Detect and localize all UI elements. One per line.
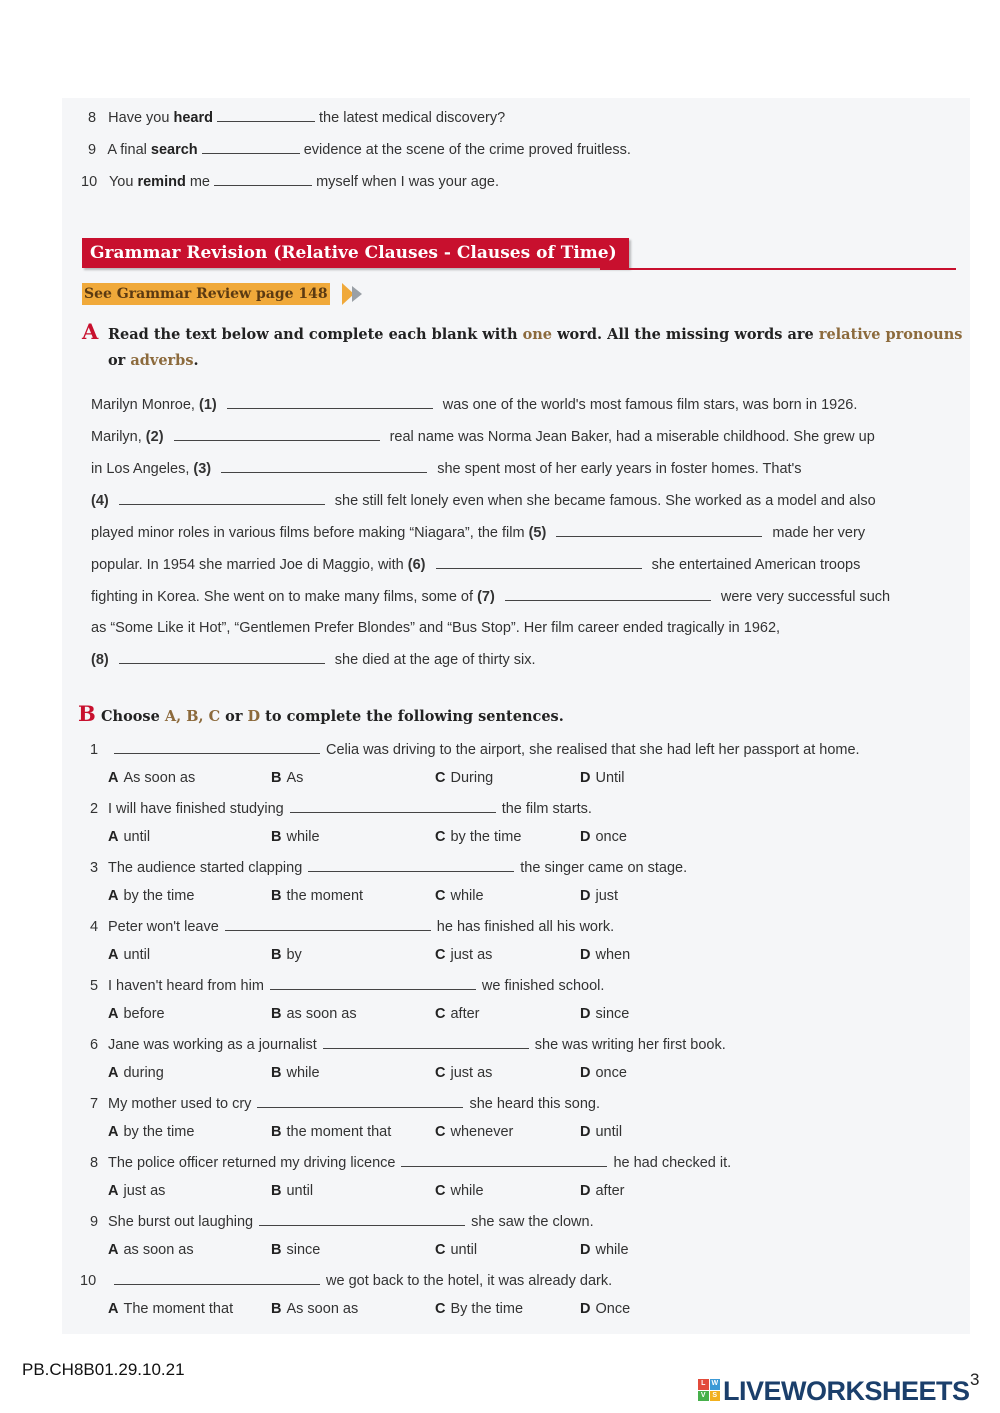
- banner-rule: [600, 268, 956, 270]
- option-text: Until: [595, 770, 625, 786]
- passage-line-3: [91, 460, 802, 477]
- answer-blank[interactable]: [114, 741, 320, 754]
- option-b[interactable]: [271, 888, 363, 904]
- question-number: 3: [90, 860, 99, 876]
- question-text: we finished school.: [481, 978, 605, 994]
- answer-blank[interactable]: [202, 141, 300, 154]
- logo-box-letter: V: [698, 1391, 709, 1402]
- line-text: Marilyn,: [91, 429, 142, 445]
- section-a-instruction-line1: [108, 326, 962, 343]
- option-text: by: [286, 947, 302, 963]
- option-text: until: [123, 829, 151, 845]
- instr-highlight: adverbs: [130, 352, 194, 369]
- top-item-9: [88, 141, 631, 158]
- option-text: until: [450, 1242, 478, 1258]
- option-text: as soon as: [123, 1242, 194, 1258]
- instr-text: .: [193, 352, 199, 369]
- option-text: just: [595, 888, 619, 904]
- option-a[interactable]: [108, 1065, 164, 1081]
- option-b[interactable]: [271, 1065, 320, 1081]
- passage-line-1: [91, 396, 857, 413]
- option-c[interactable]: [435, 1065, 492, 1081]
- option-c[interactable]: [435, 829, 521, 845]
- option-letter: D: [580, 1006, 591, 1022]
- answer-blank[interactable]: [257, 1095, 463, 1108]
- question-text: she saw the clown.: [471, 1214, 594, 1230]
- line-text: in Los Angeles,: [91, 461, 190, 477]
- option-text: until: [286, 1183, 314, 1199]
- instr-text: or: [108, 352, 131, 369]
- option-c[interactable]: [435, 1124, 513, 1140]
- line-text: Marilyn Monroe,: [91, 397, 195, 413]
- option-c[interactable]: [435, 1242, 477, 1258]
- option-text: since: [286, 1242, 321, 1258]
- option-d[interactable]: [580, 1124, 622, 1140]
- passage-line-9: [91, 651, 536, 668]
- option-text: just as: [123, 1183, 166, 1199]
- question-9: [90, 1213, 594, 1230]
- question-text: I haven't heard from him: [108, 978, 264, 994]
- blank-number: (2): [145, 429, 164, 445]
- option-letter: D: [580, 829, 591, 845]
- question-2: [90, 800, 592, 817]
- option-text: by the time: [450, 829, 522, 845]
- logo-box-letter: S: [710, 1391, 721, 1402]
- option-d[interactable]: [580, 888, 618, 904]
- answer-blank[interactable]: [436, 556, 642, 569]
- option-text: while: [286, 1065, 320, 1081]
- option-letter: D: [580, 1124, 591, 1140]
- option-letter: B: [271, 829, 282, 845]
- answer-blank[interactable]: [290, 800, 496, 813]
- option-letter: A: [108, 1124, 119, 1140]
- answer-blank[interactable]: [308, 859, 514, 872]
- section-b-letter: B: [78, 701, 96, 726]
- question-text: he had checked it.: [613, 1155, 732, 1171]
- option-d[interactable]: [580, 770, 625, 786]
- option-c[interactable]: [435, 770, 493, 786]
- blank-number: (4): [91, 493, 109, 509]
- option-text: During: [450, 770, 494, 786]
- option-letter: D: [580, 1242, 591, 1258]
- logo-icon: [698, 1379, 720, 1401]
- option-a[interactable]: [108, 829, 150, 845]
- instr-text: or: [220, 708, 248, 725]
- answer-blank[interactable]: [505, 588, 711, 601]
- option-text: after: [595, 1183, 625, 1199]
- instr-text: to complete the following sentences.: [260, 708, 564, 725]
- option-a[interactable]: [108, 1183, 165, 1199]
- option-letter: A: [108, 1183, 119, 1199]
- option-text: whenever: [450, 1124, 514, 1140]
- option-c[interactable]: [435, 1006, 480, 1022]
- option-letter: A: [108, 829, 119, 845]
- question-number: 1: [90, 742, 99, 758]
- blank-number: (6): [407, 557, 426, 573]
- option-text: once: [595, 1065, 627, 1081]
- option-a[interactable]: [108, 1124, 194, 1140]
- option-letter: D: [580, 1301, 591, 1317]
- logo-text: LIVEWORKSHEETS: [723, 1376, 970, 1406]
- key-word: search: [150, 142, 198, 158]
- option-text: by the time: [123, 1124, 195, 1140]
- option-letter: B: [271, 770, 282, 786]
- question-number: 2: [90, 801, 99, 817]
- option-text: As soon as: [286, 1301, 359, 1317]
- passage-line-7: [91, 588, 890, 605]
- key-word: remind: [137, 174, 186, 190]
- line-text: fighting in Korea. She went on to make many films, some of: [91, 589, 474, 605]
- option-text: while: [450, 888, 484, 904]
- item-text: me: [189, 174, 210, 190]
- option-d[interactable]: [580, 1065, 627, 1081]
- question-10: [80, 1272, 612, 1289]
- option-letter: A: [108, 1242, 119, 1258]
- option-letter: C: [435, 829, 446, 845]
- option-text: until: [595, 1124, 623, 1140]
- option-letter: A: [108, 1006, 119, 1022]
- option-letter: B: [271, 1065, 282, 1081]
- answer-blank[interactable]: [114, 1272, 320, 1285]
- option-letter: C: [435, 1183, 446, 1199]
- blank-number: (8): [91, 652, 109, 668]
- option-letter: C: [435, 947, 446, 963]
- question-text: she was writing her first book.: [534, 1037, 726, 1053]
- key-word: heard: [173, 110, 213, 126]
- option-text: while: [595, 1242, 629, 1258]
- option-a[interactable]: [108, 888, 194, 904]
- option-letter: D: [580, 888, 591, 904]
- option-letter: B: [271, 947, 282, 963]
- answer-blank[interactable]: [214, 173, 312, 186]
- option-text: the moment: [286, 888, 364, 904]
- instr-highlight: one: [522, 326, 553, 343]
- question-text: Jane was working as a journalist: [108, 1037, 317, 1053]
- option-letter: A: [108, 1065, 119, 1081]
- option-letter: C: [435, 1124, 446, 1140]
- option-b[interactable]: [271, 1183, 313, 1199]
- passage-line-5: [91, 524, 865, 541]
- line-text: as “Some Like it Hot”, “Gentlemen Prefer Blondes” and “Bus Stop”. Her film career ended tragically in 1962,: [91, 620, 781, 636]
- line-text: played minor roles in various films before making “Niagara”, the film: [91, 525, 525, 541]
- option-letter: B: [271, 888, 282, 904]
- passage-line-4: [91, 492, 876, 509]
- line-text: real name was Norma Jean Baker, had a miserable childhood. She grew up: [389, 429, 875, 445]
- item-text: A final: [107, 142, 147, 158]
- item-text: myself when I was your age.: [316, 174, 500, 190]
- question-number: 10: [80, 1273, 97, 1289]
- line-text: were very successful such: [720, 589, 891, 605]
- line-text: she still felt lonely even when she became famous. She worked as a model and also: [334, 493, 876, 509]
- option-text: As soon as: [123, 770, 196, 786]
- option-letter: C: [435, 770, 446, 786]
- passage-line-6: [91, 556, 860, 573]
- option-d[interactable]: [580, 1006, 629, 1022]
- answer-blank[interactable]: [259, 1213, 465, 1226]
- item-number: 8: [88, 110, 97, 126]
- option-letter: A: [108, 770, 119, 786]
- top-item-8: [88, 109, 505, 126]
- option-text: once: [595, 829, 627, 845]
- line-text: was one of the world's most famous film stars, was born in 1926.: [442, 397, 858, 413]
- blank-number: (7): [477, 589, 495, 605]
- line-text: she spent most of her early years in foster homes. That's: [437, 461, 802, 477]
- question-text: The police officer returned my driving licence: [108, 1155, 396, 1171]
- option-b[interactable]: [271, 829, 320, 845]
- question-text: Peter won't leave: [108, 919, 219, 935]
- question-number: 5: [90, 978, 99, 994]
- passage-line-2: [91, 428, 875, 445]
- option-text: just as: [450, 1065, 493, 1081]
- instr-text: word. All the missing words are: [552, 326, 819, 343]
- option-a[interactable]: [108, 1006, 165, 1022]
- line-text: made her very: [772, 525, 866, 541]
- instr-text: Read the text below and complete each blank with: [108, 326, 523, 343]
- option-letter: B: [271, 1242, 282, 1258]
- answer-blank[interactable]: [270, 977, 476, 990]
- question-text: I will have finished studying: [108, 801, 284, 817]
- instr-highlight: D: [247, 708, 261, 725]
- option-a[interactable]: [108, 770, 195, 786]
- answer-blank[interactable]: [227, 396, 433, 409]
- item-text: You: [108, 174, 134, 190]
- line-text: she entertained American troops: [651, 557, 861, 573]
- tag-arrow-shadow-icon: [352, 286, 362, 302]
- option-text: the moment that: [286, 1124, 392, 1140]
- option-text: until: [123, 947, 151, 963]
- option-text: By the time: [450, 1301, 524, 1317]
- option-letter: D: [580, 1065, 591, 1081]
- answer-blank[interactable]: [119, 651, 325, 664]
- option-text: The moment that: [123, 1301, 234, 1317]
- question-number: 8: [90, 1155, 99, 1171]
- option-letter: C: [435, 1242, 446, 1258]
- answer-blank[interactable]: [119, 492, 325, 505]
- question-number: 7: [90, 1096, 99, 1112]
- question-text: he has finished all his work.: [436, 919, 615, 935]
- option-a[interactable]: [108, 1242, 194, 1258]
- option-letter: A: [108, 1301, 119, 1317]
- option-d[interactable]: [580, 947, 630, 963]
- option-letter: C: [435, 1065, 446, 1081]
- option-text: while: [286, 829, 320, 845]
- question-number: 6: [90, 1037, 99, 1053]
- document-id: PB.CH8B01.29.10.21: [22, 1360, 185, 1379]
- option-c[interactable]: [435, 1301, 523, 1317]
- option-text: As: [286, 770, 304, 786]
- question-text: we got back to the hotel, it was already dark.: [326, 1273, 613, 1289]
- section-banner: Grammar Revision (Relative Clauses - Clauses of Time): [82, 238, 629, 268]
- answer-blank[interactable]: [323, 1036, 529, 1049]
- top-item-10: [81, 173, 499, 190]
- option-letter: C: [435, 888, 446, 904]
- grammar-review-tag: See Grammar Review page 148: [82, 283, 330, 305]
- instr-text: Choose: [101, 708, 165, 725]
- option-letter: B: [271, 1124, 282, 1140]
- option-a[interactable]: [108, 1301, 233, 1317]
- option-letter: B: [271, 1006, 282, 1022]
- option-c[interactable]: [435, 888, 484, 904]
- item-number: 10: [81, 174, 98, 190]
- answer-blank[interactable]: [221, 460, 427, 473]
- section-a-instruction-line2: [108, 352, 199, 369]
- option-c[interactable]: [435, 1183, 484, 1199]
- option-letter: A: [108, 888, 119, 904]
- option-b[interactable]: [271, 770, 303, 786]
- question-text: the film starts.: [501, 801, 592, 817]
- blank-number: (5): [528, 525, 547, 541]
- question-number: 4: [90, 919, 99, 935]
- option-d[interactable]: [580, 1301, 630, 1317]
- option-b[interactable]: [271, 1242, 320, 1258]
- item-number: 9: [88, 142, 97, 158]
- option-d[interactable]: [580, 829, 627, 845]
- option-letter: D: [580, 1183, 591, 1199]
- option-b[interactable]: [271, 947, 302, 963]
- page-number: 3: [970, 1370, 980, 1389]
- line-text: popular. In 1954 she married Joe di Maggio, with: [91, 557, 404, 573]
- question-text: Celia was driving to the airport, she realised that she had left her passport at home.: [326, 742, 860, 758]
- question-1: [90, 741, 860, 758]
- question-text: She burst out laughing: [108, 1214, 254, 1230]
- answer-blank[interactable]: [174, 428, 380, 441]
- option-letter: D: [580, 770, 591, 786]
- option-letter: A: [108, 947, 119, 963]
- instr-highlight: A, B, C: [164, 708, 221, 725]
- option-letter: D: [580, 947, 591, 963]
- option-text: as soon as: [286, 1006, 357, 1022]
- option-b[interactable]: [271, 1301, 358, 1317]
- option-d[interactable]: [580, 1183, 625, 1199]
- line-text: she died at the age of thirty six.: [334, 652, 536, 668]
- option-letter: B: [271, 1183, 282, 1199]
- logo-box-letter: W: [710, 1379, 721, 1390]
- option-text: when: [595, 947, 631, 963]
- option-a[interactable]: [108, 947, 150, 963]
- question-8: [90, 1154, 731, 1171]
- blank-number: (1): [198, 397, 217, 413]
- answer-blank[interactable]: [401, 1154, 607, 1167]
- item-text: the latest medical discovery?: [319, 110, 506, 126]
- option-b[interactable]: [271, 1006, 357, 1022]
- passage-line-8: [91, 620, 780, 636]
- option-text: during: [123, 1065, 164, 1081]
- option-text: after: [450, 1006, 480, 1022]
- option-text: before: [123, 1006, 165, 1022]
- option-text: by the time: [123, 888, 195, 904]
- option-letter: C: [435, 1301, 446, 1317]
- answer-blank[interactable]: [556, 524, 762, 537]
- option-text: since: [595, 1006, 630, 1022]
- question-text: My mother used to cry: [108, 1096, 252, 1112]
- item-text: Have you: [108, 110, 170, 126]
- option-d[interactable]: [580, 1242, 629, 1258]
- option-letter: C: [435, 1006, 446, 1022]
- answer-blank[interactable]: [225, 918, 431, 931]
- question-number: 9: [90, 1214, 99, 1230]
- question-5: [90, 977, 604, 994]
- instr-highlight: relative pronouns: [818, 326, 963, 343]
- question-text: the singer came on stage.: [520, 860, 688, 876]
- answer-blank[interactable]: [217, 109, 315, 122]
- option-text: Once: [595, 1301, 631, 1317]
- question-7: [90, 1095, 600, 1112]
- option-c[interactable]: [435, 947, 492, 963]
- option-text: while: [450, 1183, 484, 1199]
- question-text: she heard this song.: [469, 1096, 601, 1112]
- blank-number: (3): [193, 461, 212, 477]
- option-letter: B: [271, 1301, 282, 1317]
- option-text: just as: [450, 947, 493, 963]
- section-b-instruction: [101, 708, 564, 725]
- question-3: [90, 859, 687, 876]
- option-b[interactable]: [271, 1124, 391, 1140]
- question-text: The audience started clapping: [108, 860, 303, 876]
- question-6: [90, 1036, 726, 1053]
- question-4: [90, 918, 614, 935]
- section-a-letter: A: [82, 319, 99, 344]
- item-text: evidence at the scene of the crime proved fruitless.: [303, 142, 631, 158]
- logo-box-letter: L: [698, 1379, 709, 1390]
